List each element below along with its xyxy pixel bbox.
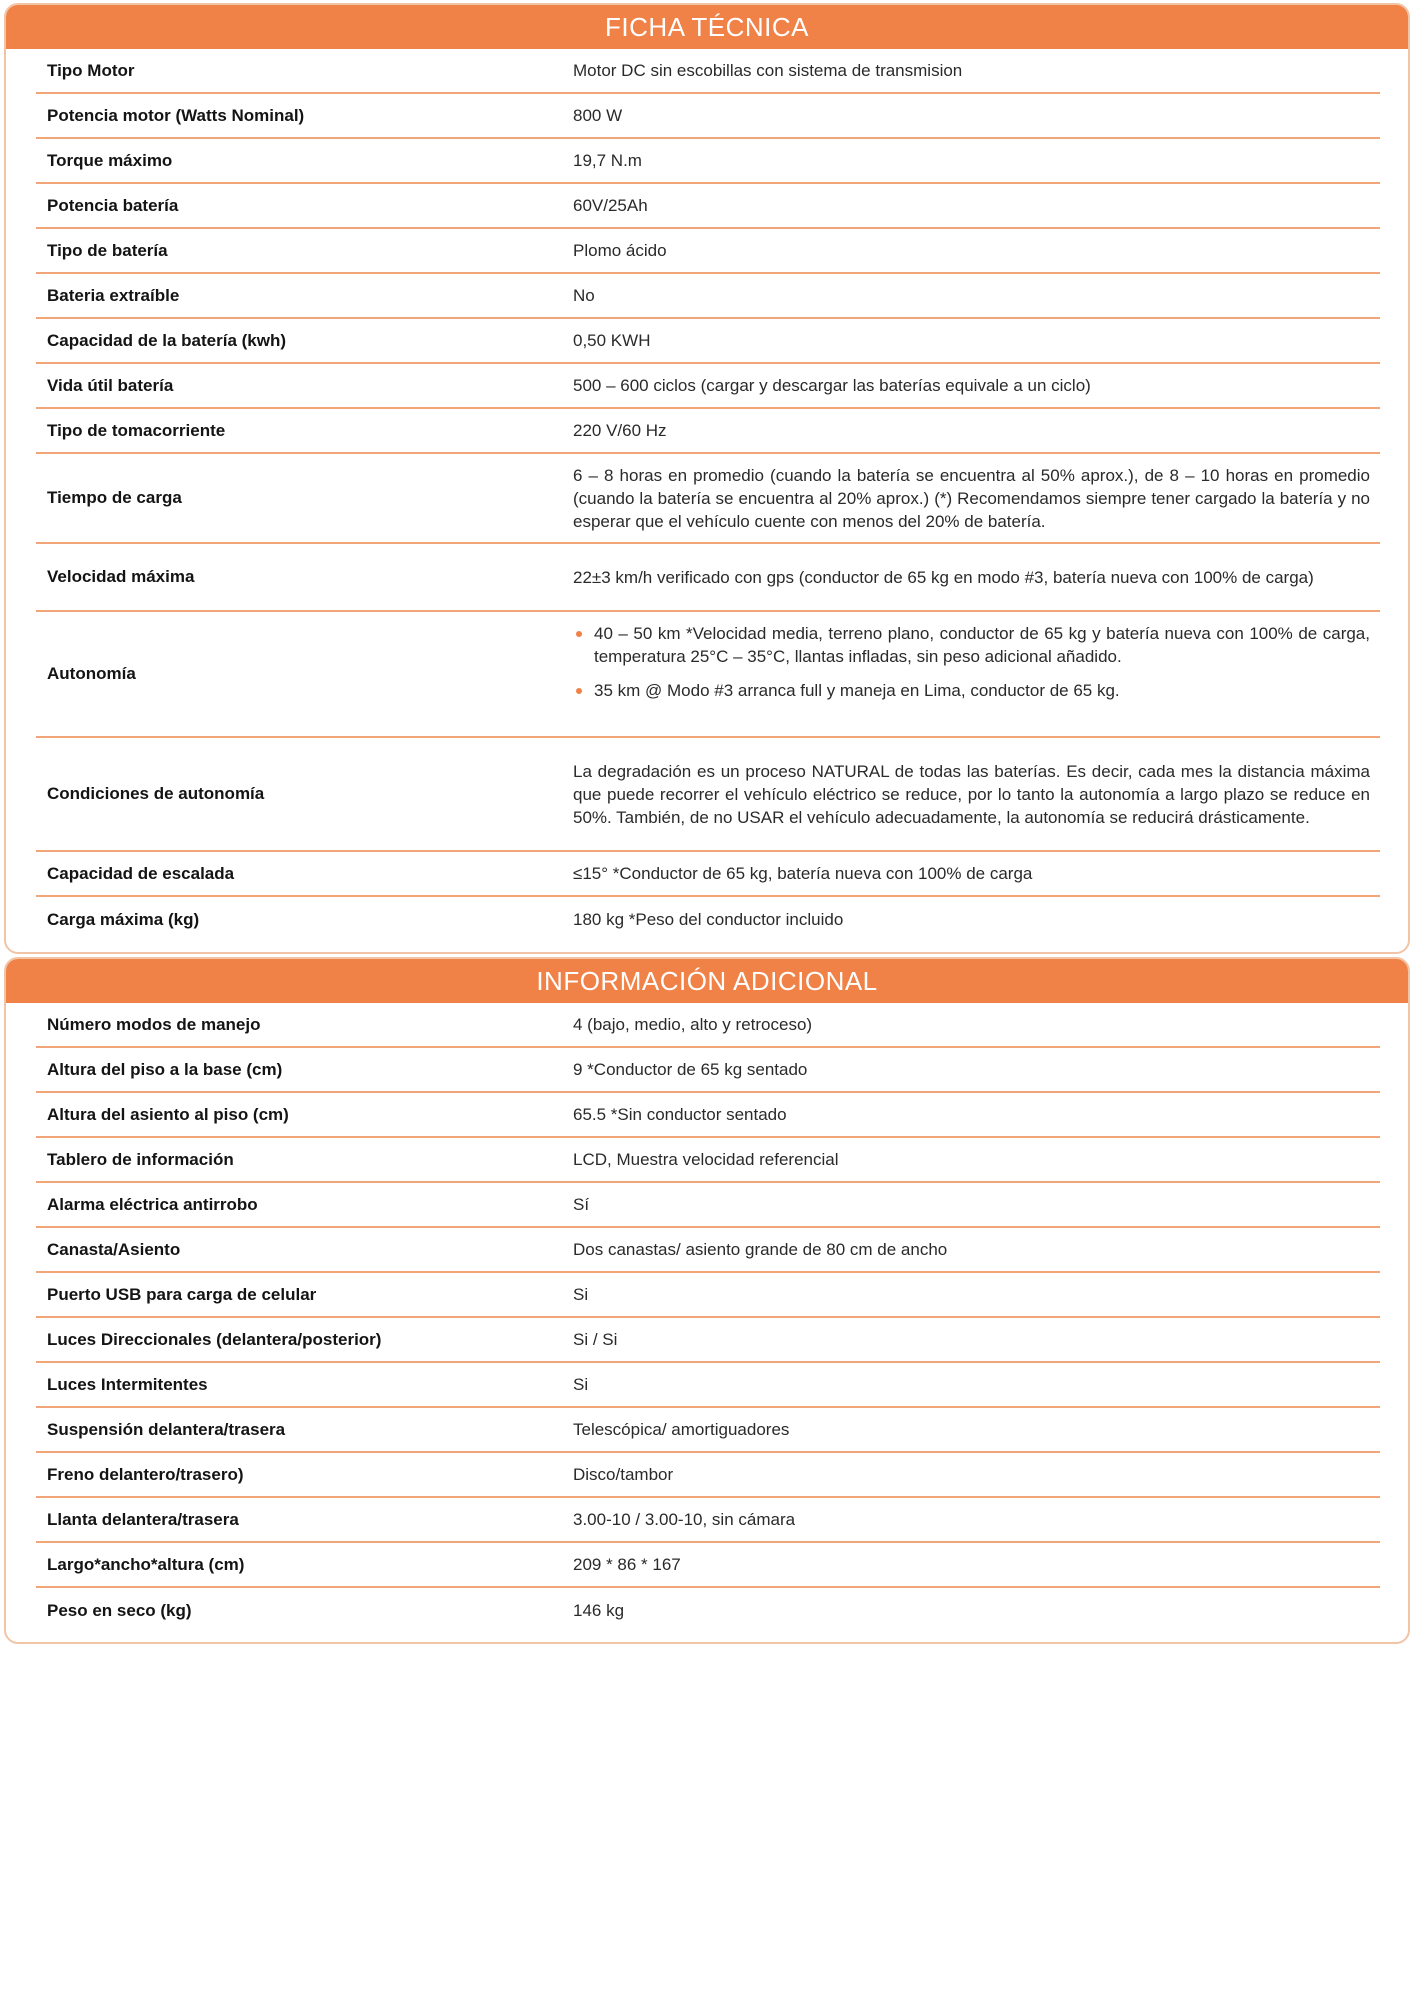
spec-label: Capacidad de escalada bbox=[47, 863, 235, 883]
info-value: Disco/tambor bbox=[573, 1465, 674, 1484]
spec-value: 6 – 8 horas en promedio (cuando la batería se encuentra al 50% aprox.), de 8 – 10 horas en promedio (cuando la batería se encuentra al 20% aprox.) (*) Recomendamos siempre tener cargado la batería y no esperar que el vehículo cuente con menos del 20% de batería. bbox=[573, 465, 1370, 531]
spec-value: 60V/25Ah bbox=[573, 196, 648, 215]
info-row bbox=[36, 1048, 1380, 1093]
info-value: 146 kg bbox=[573, 1601, 625, 1620]
info-label: Canasta/Asiento bbox=[47, 1239, 181, 1259]
info-value: Si bbox=[573, 1375, 589, 1394]
spec-table bbox=[6, 49, 1408, 942]
info-value: 209 * 86 * 167 bbox=[573, 1555, 681, 1574]
info-value: 65.5 *Sin conductor sentado bbox=[573, 1105, 787, 1124]
spec-value: 0,50 KWH bbox=[573, 331, 651, 350]
spec-value: Motor DC sin escobillas con sistema de transmision bbox=[573, 61, 963, 80]
info-value: Sí bbox=[573, 1195, 590, 1214]
info-row bbox=[36, 1003, 1380, 1048]
spec-label: Potencia motor (Watts Nominal) bbox=[47, 105, 305, 125]
spec-row bbox=[36, 364, 1380, 409]
spec-row bbox=[36, 852, 1380, 897]
info-label: Alarma eléctrica antirrobo bbox=[47, 1194, 258, 1214]
spec-label: Tipo Motor bbox=[47, 60, 135, 80]
info-row bbox=[36, 1453, 1380, 1498]
info-row bbox=[36, 1363, 1380, 1408]
spec-value: 220 V/60 Hz bbox=[573, 421, 667, 440]
spec-label: Tiempo de carga bbox=[47, 488, 182, 507]
spec-value: 22±3 km/h verificado con gps (conductor de 65 kg en modo #3, batería nueva con 100% de carga) bbox=[573, 567, 1314, 587]
list-item: 40 – 50 km *Velocidad media, terreno plano, conductor de 65 kg y batería nueva con 100% de carga, temperatura 25°C – 35°C, llantas infladas, sin peso adicional añadido. bbox=[573, 622, 1370, 668]
spec-row bbox=[36, 409, 1380, 454]
spec-row bbox=[36, 544, 1380, 612]
spec-label: Vida útil batería bbox=[47, 375, 174, 395]
info-row bbox=[36, 1408, 1380, 1453]
info-row bbox=[36, 1273, 1380, 1318]
info-label: Freno delantero/trasero) bbox=[47, 1464, 244, 1484]
spec-value: Plomo ácido bbox=[573, 241, 667, 260]
info-row bbox=[36, 1228, 1380, 1273]
spec-row bbox=[36, 454, 1380, 544]
spec-row bbox=[36, 139, 1380, 184]
info-label: Número modos de manejo bbox=[47, 1014, 261, 1034]
spec-value: 800 W bbox=[573, 106, 623, 125]
spec-label: Velocidad máxima bbox=[47, 567, 195, 586]
spec-row bbox=[36, 229, 1380, 274]
informacion-adicional-section bbox=[4, 957, 1410, 1644]
info-value: 3.00-10 / 3.00-10, sin cámara bbox=[573, 1510, 796, 1529]
spec-label: Torque máximo bbox=[47, 150, 173, 170]
spec-row bbox=[36, 274, 1380, 319]
spec-label: Potencia batería bbox=[47, 195, 179, 215]
spec-label: Tipo de tomacorriente bbox=[47, 420, 226, 440]
info-table bbox=[6, 1003, 1408, 1633]
info-label: Suspensión delantera/trasera bbox=[47, 1419, 286, 1439]
autonomia-list bbox=[573, 622, 1370, 702]
spec-row bbox=[36, 612, 1380, 738]
spec-label: Condiciones de autonomía bbox=[47, 784, 265, 803]
info-value: 4 (bajo, medio, alto y retroceso) bbox=[573, 1015, 813, 1034]
spec-label: Tipo de batería bbox=[47, 240, 168, 260]
info-row bbox=[36, 1318, 1380, 1363]
spec-label: Autonomía bbox=[47, 664, 136, 683]
info-row bbox=[36, 1588, 1380, 1633]
spec-row bbox=[36, 319, 1380, 364]
spec-row bbox=[36, 738, 1380, 852]
section-title: FICHA TÉCNICA bbox=[6, 5, 1408, 49]
info-value: 9 *Conductor de 65 kg sentado bbox=[573, 1060, 808, 1079]
info-label: Peso en seco (kg) bbox=[47, 1600, 192, 1620]
info-value: Telescópica/ amortiguadores bbox=[573, 1420, 790, 1439]
info-label: Largo*ancho*altura (cm) bbox=[47, 1554, 245, 1574]
spec-row bbox=[36, 49, 1380, 94]
info-value: LCD, Muestra velocidad referencial bbox=[573, 1150, 839, 1169]
info-row bbox=[36, 1093, 1380, 1138]
spec-label: Capacidad de la batería (kwh) bbox=[47, 330, 287, 350]
spec-value: 500 – 600 ciclos (cargar y descargar las baterías equivale a un ciclo) bbox=[573, 376, 1091, 395]
info-value: Si / Si bbox=[573, 1330, 618, 1349]
list-item: 35 km @ Modo #3 arranca full y maneja en Lima, conductor de 65 kg. bbox=[573, 679, 1370, 702]
info-value: Dos canastas/ asiento grande de 80 cm de ancho bbox=[573, 1240, 948, 1259]
section-title: INFORMACIÓN ADICIONAL bbox=[6, 959, 1408, 1003]
info-row bbox=[36, 1183, 1380, 1228]
spec-value bbox=[573, 612, 1380, 702]
info-row bbox=[36, 1138, 1380, 1183]
spec-value: 180 kg *Peso del conductor incluido bbox=[573, 910, 844, 929]
spec-value: ≤15° *Conductor de 65 kg, batería nueva con 100% de carga bbox=[573, 864, 1033, 883]
spec-row bbox=[36, 897, 1380, 942]
spec-row bbox=[36, 184, 1380, 229]
ficha-tecnica-section bbox=[4, 3, 1410, 954]
info-value: Si bbox=[573, 1285, 589, 1304]
info-label: Luces Intermitentes bbox=[47, 1374, 208, 1394]
spec-value: No bbox=[573, 286, 595, 305]
info-label: Luces Direccionales (delantera/posterior) bbox=[47, 1329, 382, 1349]
spec-row bbox=[36, 94, 1380, 139]
info-label: Tablero de información bbox=[47, 1149, 234, 1169]
info-label: Altura del asiento al piso (cm) bbox=[47, 1104, 289, 1124]
info-label: Llanta delantera/trasera bbox=[47, 1509, 239, 1529]
spec-label: Carga máxima (kg) bbox=[47, 909, 200, 929]
info-row bbox=[36, 1543, 1380, 1588]
info-label: Altura del piso a la base (cm) bbox=[47, 1059, 283, 1079]
info-label: Puerto USB para carga de celular bbox=[47, 1284, 317, 1304]
spec-label: Bateria extraíble bbox=[47, 285, 180, 305]
spec-value: La degradación es un proceso NATURAL de todas las baterías. Es decir, cada mes la distancia máxima que puede recorrer el vehículo eléctrico se reduce, por lo tanto la autonomía a largo plazo se reduce en 50%. También, de no USAR el vehículo adecuadamente, la autonomía se reducirá drásticamente. bbox=[573, 761, 1370, 827]
spec-value: 19,7 N.m bbox=[573, 151, 642, 170]
info-row bbox=[36, 1498, 1380, 1543]
